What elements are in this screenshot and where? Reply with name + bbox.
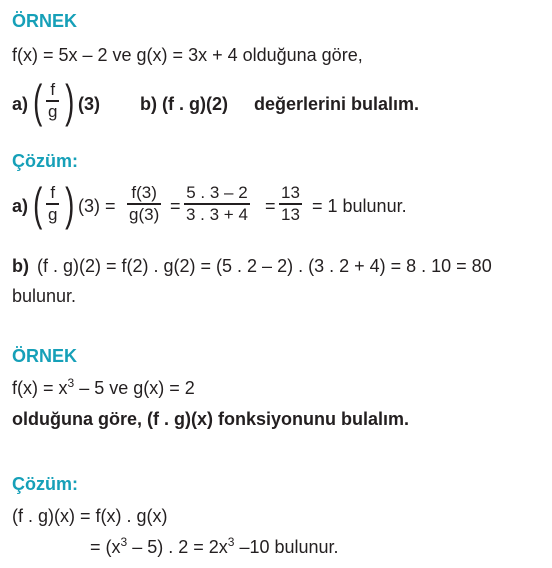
solution1-result: = 1 bulunur. xyxy=(312,196,407,216)
solution1-eq1: = xyxy=(170,196,181,216)
fraction-numerator: 5 . 3 – 2 xyxy=(186,183,248,202)
fraction-denominator: g(3) xyxy=(129,204,160,224)
solution1-heading: Çözüm: xyxy=(12,151,78,171)
exponent: 3 xyxy=(67,376,75,390)
solution1-a-label: a) xyxy=(12,196,29,216)
fraction-denominator: 13 xyxy=(281,204,300,224)
fraction-denominator: g xyxy=(48,101,58,121)
line2-end: –10 bulunur. xyxy=(234,537,339,557)
exponent: 3 xyxy=(120,535,128,549)
solution1-b-label: b) xyxy=(12,256,29,276)
example1-part-a-label: a) xyxy=(12,94,29,114)
fraction-numerator: 13 xyxy=(281,183,300,202)
example2-heading: ÖRNEK xyxy=(12,346,78,366)
right-paren-icon: ) xyxy=(65,178,75,230)
line2-middle: – 5) . 2 = 2x xyxy=(127,537,228,557)
fraction-numerator: f xyxy=(50,80,56,99)
example1-given: f(x) = 5x – 2 ve g(x) = 3x + 4 olduğuna göre, xyxy=(12,45,363,65)
line2-start: = (x xyxy=(90,537,121,557)
example1-fraction xyxy=(46,80,59,122)
fraction-numerator: f xyxy=(50,183,56,202)
solution1-step3-fraction xyxy=(279,183,302,225)
exponent: 3 xyxy=(227,535,235,549)
solution2-line2 xyxy=(90,537,339,558)
right-paren-icon: ) xyxy=(65,75,75,127)
fraction-denominator: 3 . 3 + 4 xyxy=(186,204,248,224)
solution1-fraction xyxy=(46,183,59,225)
example1-heading: ÖRNEK xyxy=(12,11,78,31)
example2-task: olduğuna göre, (f . g)(x) fonksiyonunu bulalım. xyxy=(12,409,409,429)
example1-task: değerlerini bulalım. xyxy=(254,94,420,114)
solution2-line1: (f . g)(x) = f(x) . g(x) xyxy=(12,506,168,526)
solution1-step2-fraction xyxy=(184,183,250,225)
fraction-denominator: g xyxy=(48,204,58,224)
left-paren-icon: ( xyxy=(33,75,43,127)
example2-definition xyxy=(12,378,195,399)
example1-part-a-arg: (3) xyxy=(78,94,100,114)
f-definition-start: f(x) = x xyxy=(12,378,68,398)
left-paren-icon: ( xyxy=(33,178,43,230)
fraction-numerator: f(3) xyxy=(131,183,157,202)
solution1-eq2: = xyxy=(265,196,276,216)
f-definition-end: – 5 ve g(x) = 2 xyxy=(74,378,195,398)
solution1-a-arg: (3) = xyxy=(78,196,116,216)
solution1-b-line: (f . g)(2) = f(2) . g(2) = (5 . 2 – 2) . (3 . 2 + 4) = 8 . 10 = 80 xyxy=(37,256,492,276)
solution1-b-end: bulunur. xyxy=(12,286,77,306)
solution2-heading: Çözüm: xyxy=(12,474,78,494)
example1-part-b: b) (f . g)(2) xyxy=(140,94,228,114)
solution1-step1-fraction xyxy=(127,183,161,225)
